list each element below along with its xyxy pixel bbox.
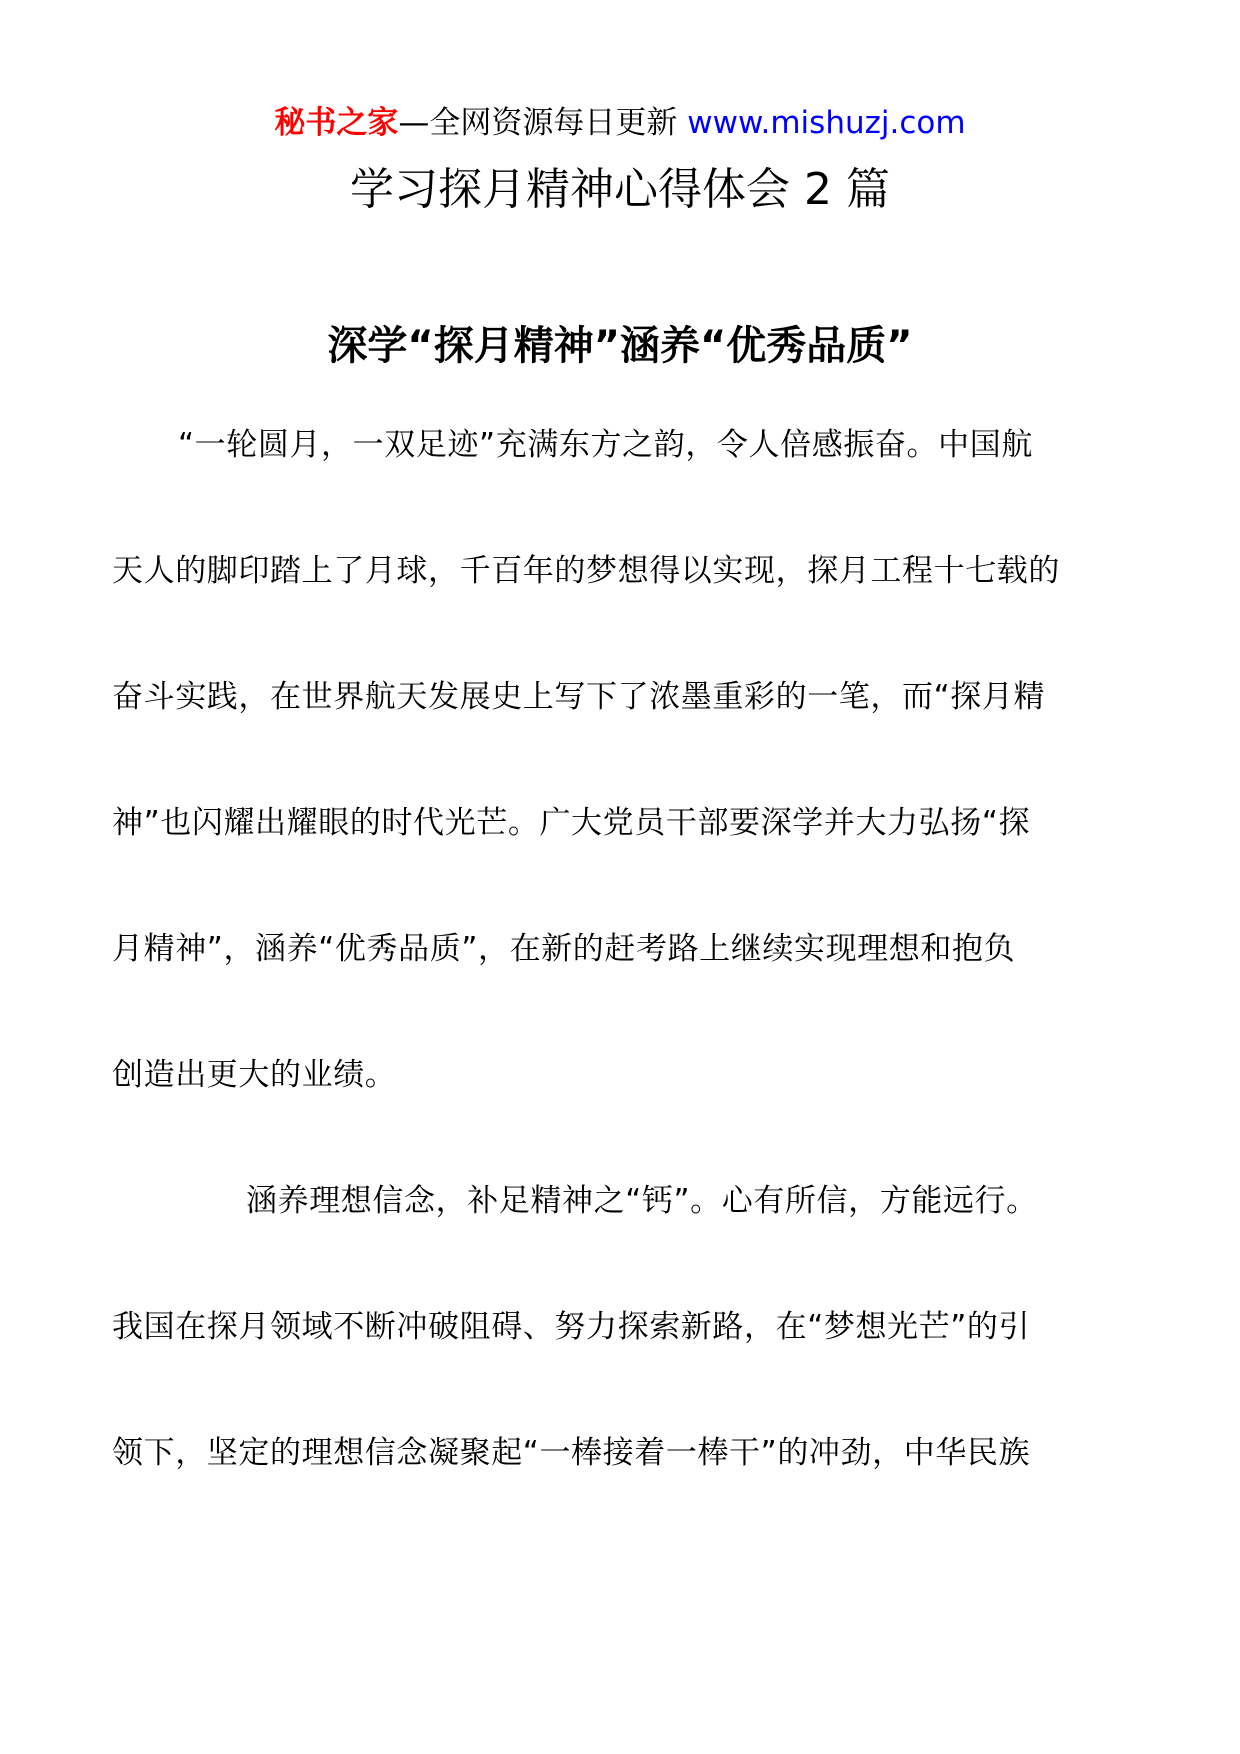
header-tagline: —全网资源每日更新 <box>398 105 688 141</box>
body-line: 涵养理想信念，补足精神之“钙”。心有所信，方能远行。 <box>246 1183 1038 1219</box>
body-line: “一轮圆月，一双足迹”充满东方之韵，令人倍感振奋。中国航 <box>178 427 1033 463</box>
brand-name: 秘书之家 <box>274 105 399 141</box>
site-header <box>0 101 1240 145</box>
body-line: 创造出更大的业绩。 <box>112 1057 397 1093</box>
body-line: 天人的脚印踏上了月球，千百年的梦想得以实现，探月工程十七载的 <box>112 553 1060 589</box>
body-line: 神”也闪耀出耀眼的时代光芒。广大党员干部要深学并大力弘扬“探 <box>112 805 1031 841</box>
document-title: 学习探月精神心得体会 2 篇 <box>350 164 890 215</box>
site-url-link[interactable]: www.mishuzj.com <box>687 105 966 141</box>
body-line: 奋斗实践，在世界航天发展史上写下了浓墨重彩的一笔，而“探月精 <box>112 679 1046 715</box>
section-heading: 深学“探月精神”涵养“优秀品质” <box>327 323 913 369</box>
body-line: 月精神”，涵养“优秀品质”，在新的赶考路上继续实现理想和抱负 <box>112 931 1016 967</box>
body-line: 领下，坚定的理想信念凝聚起“一棒接着一棒干”的冲劲，中华民族 <box>112 1435 1031 1471</box>
body-line: 我国在探月领域不断冲破阻碍、努力探索新路，在“梦想光芒”的引 <box>112 1309 1031 1345</box>
